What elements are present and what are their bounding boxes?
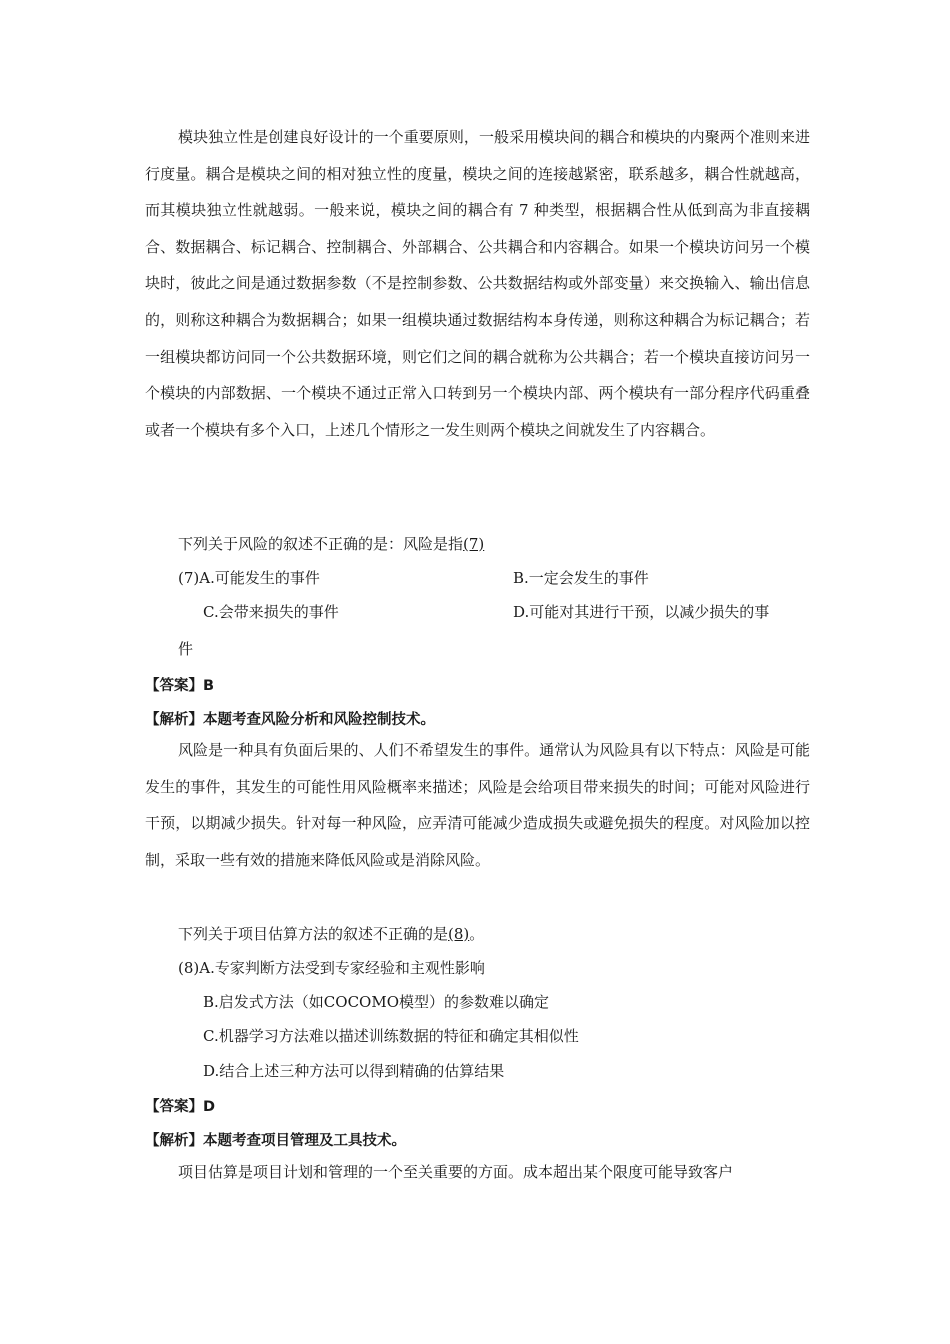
- q7-option-d: D.可能对其进行干预，以减少损失的事: [513, 603, 770, 621]
- q8-analysis-heading: [145, 1130, 406, 1152]
- q7-option-c: C.会带来损失的事件: [203, 603, 339, 621]
- q7-option-a: (7)A.可能发生的事件: [178, 569, 320, 587]
- q8-analysis-title: 本题考查项目管理及工具技术。: [203, 1133, 406, 1149]
- q7-option-b: B.一定会发生的事件: [513, 569, 649, 587]
- q7-answer-value: B: [203, 678, 215, 694]
- q7-stem-text: 下列关于风险的叙述不正确的是：风险是指: [178, 535, 464, 553]
- q8-answer-value: D: [203, 1099, 216, 1115]
- q7-analysis-label: 【解析】: [145, 712, 203, 728]
- q7-option-d-wrap: 件: [178, 640, 194, 658]
- q8-blank: (8): [448, 925, 470, 943]
- q8-stem-text: 下列关于项目估算方法的叙述不正确的是: [178, 925, 449, 943]
- q7-blank: (7): [463, 535, 485, 553]
- q7-analysis-title: 本题考查风险分析和风险控制技术。: [203, 712, 435, 728]
- q8-stem-end: 。: [469, 925, 485, 943]
- q8-answer: [145, 1096, 215, 1118]
- q8-stem: [178, 923, 484, 945]
- q8-option-b: B.启发式方法（如COCOMO模型）的参数难以确定: [203, 993, 549, 1011]
- q8-option-d: D.结合上述三种方法可以得到精确的估算结果: [203, 1062, 505, 1080]
- q8-analysis-body: 项目估算是项目计划和管理的一个至关重要的方面。成本超出某个限度可能导致客户: [178, 1163, 734, 1181]
- q7-stem: [178, 533, 484, 555]
- q7-analysis-heading: [145, 709, 435, 731]
- intro-paragraph: 模块独立性是创建良好设计的一个重要原则，一般采用模块间的耦合和模块的内聚两个准则来进行度量。耦合是模块之间的相对独立性的度量，模块之间的连接越紧密，联系越多，耦合性就越高，而其模块独立性就越弱。一般来说，模块之间的耦合有 7 种类型，根据耦合性从低到高为非直接耦合、数据耦合、标记耦合、控制耦合、外部耦合、公共耦合和内容耦合。如果一个模块访问另一个模块时，彼此之间是通过数据参数（不是控制参数、公共数据结构或外部变量）来交换输入、输出信息的，则称这种耦合为数据耦合；如果一组模块通过数据结构本身传递，则称这种耦合为标记耦合；若一组模块都访问同一个公共数据环境，则它们之间的耦合就称为公共耦合；若一个模块直接访问另一个模块的内部数据、一个模块不通过正常入口转到另一个模块内部、两个模块有一部分程序代码重叠或者一个模块有多个入口，上述几个情形之一发生则两个模块之间就发生了内容耦合。: [145, 128, 810, 439]
- q7-analysis-body: 风险是一种具有负面后果的、人们不希望发生的事件。通常认为风险具有以下特点：风险是可能发生的事件，其发生的可能性用风险概率来描述；风险是会给项目带来损失的时间；可能对风险进行干预，以期减少损失。针对每一种风险，应弄清可能减少造成损失或避免损失的程度。对风险加以控制，采取一些有效的措施来降低风险或是消除风险。: [145, 741, 810, 869]
- q8-answer-label: 【答案】: [145, 1099, 203, 1115]
- q8-analysis-label: 【解析】: [145, 1133, 203, 1149]
- q8-option-c: C.机器学习方法难以描述训练数据的特征和确定其相似性: [203, 1027, 579, 1045]
- q7-answer: [145, 675, 214, 697]
- q7-answer-label: 【答案】: [145, 678, 203, 694]
- q8-option-a: (8)A.专家判断方法受到专家经验和主观性影响: [178, 959, 485, 977]
